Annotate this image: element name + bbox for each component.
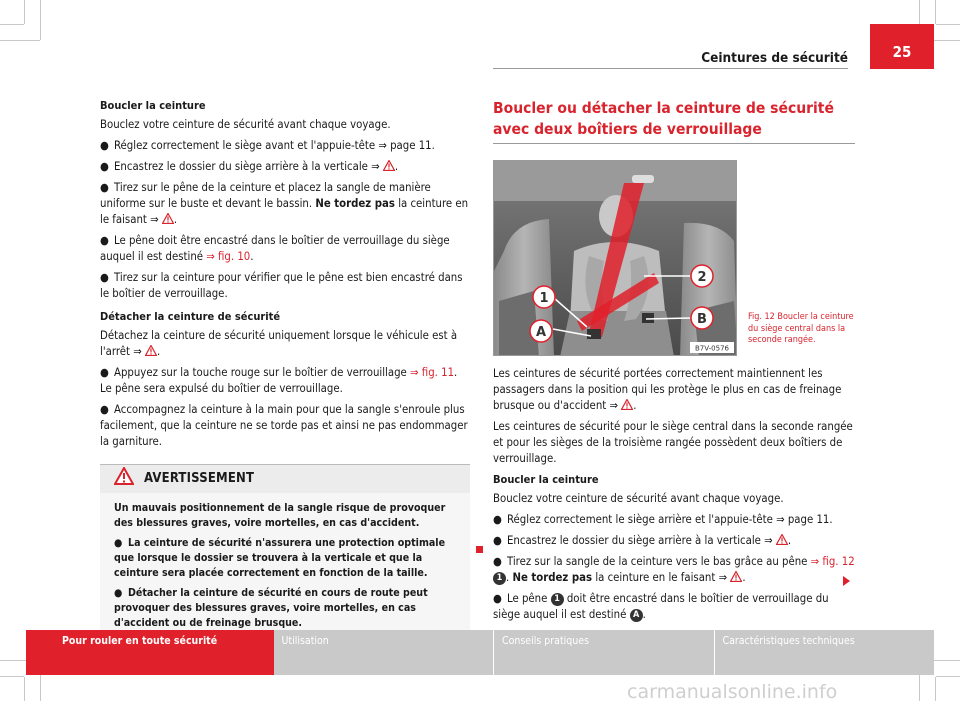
- crop-mark: [936, 676, 960, 677]
- bullet-dot: ●: [100, 365, 109, 379]
- bullet-item: ● Appuyez sur la touche rouge sur le boîtier de verrouillage ⇒ fig. 11. Le pêne sera expulsé du boîtier de verrouillage.: [100, 365, 458, 395]
- section-title-buckle: Boucler la ceinture: [100, 99, 206, 112]
- crop-mark: [936, 24, 960, 25]
- bullet-item: ● Tirez sur la sangle de la ceinture vers le bas grâce au pêne ⇒ fig. 12 1 . Ne tordez pas la ceinture en le faisant ⇒ .: [493, 554, 855, 584]
- left-column: [100, 98, 470, 644]
- heading-rule: [493, 143, 855, 144]
- warning-triangle-icon[interactable]: [730, 571, 742, 582]
- bullet-item: ● Tirez sur le pêne de la ceinture et placez la sangle de manière uniforme sur le buste et devant le bassin. Ne tordez pas la ceinture en le faisant ⇒ .: [100, 180, 469, 226]
- warning-triangle-icon[interactable]: [383, 160, 395, 171]
- right-column: [493, 98, 855, 628]
- bullet-item: ● Encastrez le dossier du siège arrière à la verticale ⇒ .: [493, 533, 855, 549]
- crop-mark: [0, 40, 40, 41]
- callout-ref-1: 1: [493, 572, 506, 585]
- running-header-title: Ceintures de sécurité: [701, 50, 848, 66]
- section-title-buckle: Boucler la ceinture: [493, 473, 599, 487]
- body-paragraph: Les ceintures de sécurité portées correctement maintiennent les passagers dans la position qui les protège le plus en cas de freinage brusque ou d'accident ⇒ .: [493, 366, 842, 412]
- bullet-item: ● Réglez correctement le siège avant et l'appuie-tête ⇒ page 11.: [100, 138, 470, 154]
- bullet-dot: ●: [493, 533, 502, 547]
- bullet-dot: ●: [114, 536, 123, 549]
- bullet-dot: ●: [100, 138, 109, 152]
- crop-mark: [0, 676, 24, 677]
- warning-bullet: ● Détacher la ceinture de sécurité en cours de route peut provoquer des blessures graves, voire mortelles, en cas d'accident ou de freinage brusque.: [114, 586, 428, 629]
- crop-mark: [24, 677, 25, 701]
- footer-tab-specs[interactable]: Caractéristiques techniques: [715, 630, 935, 675]
- footer-nav: [26, 630, 934, 675]
- section-intro: Bouclez votre ceinture de sécurité avant chaque voyage.: [100, 117, 391, 131]
- svg-text:A: A: [535, 324, 547, 340]
- warning-triangle-icon: [114, 467, 134, 491]
- section-heading: Boucler ou détacher la ceinture de sécurité avec deux boîtiers de verrouillage: [493, 99, 834, 138]
- footer-tab-tips[interactable]: Conseils pratiques: [494, 630, 715, 675]
- warning-box-header: [100, 465, 470, 493]
- bullet-item: ● Encastrez le dossier du siège arrière à la verticale ⇒ .: [100, 159, 470, 175]
- crop-mark: [0, 24, 24, 25]
- callout-2: [691, 265, 713, 287]
- footer-tab-operation[interactable]: Utilisation: [274, 630, 495, 675]
- body-paragraph: Les ceintures de sécurité pour le siège central dans la seconde rangée et pour les sièges de la troisième rangée possèdent deux boîtiers de verrouillage.: [493, 419, 853, 465]
- header-rule: [493, 68, 848, 69]
- bullet-dot: ●: [493, 512, 502, 526]
- fig-10-link[interactable]: ⇒ fig. 10: [206, 249, 251, 263]
- section-title-unbuckle: Détacher la ceinture de sécurité: [100, 309, 281, 323]
- fig-12-link[interactable]: ⇒ fig. 12: [810, 554, 855, 568]
- watermark: carmanualsonline.info: [627, 681, 838, 701]
- callout-1: [533, 286, 555, 308]
- crop-mark: [40, 0, 41, 40]
- crop-mark: [935, 0, 936, 24]
- continue-arrow-icon: [843, 576, 850, 586]
- bullet-dot: ●: [493, 554, 502, 568]
- callout-ref-a: A: [630, 609, 643, 622]
- svg-text:2: 2: [697, 269, 707, 285]
- warning-triangle-icon[interactable]: [145, 345, 157, 356]
- callout-ref-1: 1: [551, 593, 564, 606]
- callout-a: [530, 320, 552, 342]
- section-intro: Détachez la ceinture de sécurité uniquement lorsque le véhicule est à l'arrêt ⇒ .: [100, 328, 458, 358]
- bullet-dot: ●: [100, 159, 109, 173]
- bullet-item: ● Réglez correctement le siège arrière et l'appuie-tête ⇒ page 11.: [493, 512, 855, 528]
- svg-text:1: 1: [539, 290, 549, 306]
- bullet-dot: ●: [493, 591, 502, 605]
- figure-12: [493, 160, 855, 356]
- warning-heading: AVERTISSEMENT: [144, 470, 255, 486]
- warning-triangle-icon[interactable]: [621, 399, 633, 410]
- bullet-dot: ●: [114, 586, 123, 599]
- crop-mark: [935, 677, 936, 701]
- warning-box-body: [100, 493, 470, 644]
- warning-triangle-icon[interactable]: [776, 534, 788, 545]
- svg-text:B: B: [697, 311, 707, 327]
- callout-b: [691, 307, 713, 329]
- figure-code: B7V-0576: [695, 344, 729, 353]
- section-intro: Bouclez votre ceinture de sécurité avant chaque voyage.: [493, 491, 784, 505]
- bullet-dot: ●: [100, 233, 109, 247]
- bullet-dot: ●: [100, 270, 109, 284]
- warning-triangle-icon[interactable]: [162, 213, 174, 224]
- crop-mark: [24, 0, 25, 24]
- footer-tab-safety[interactable]: Pour rouler en toute sécurité: [26, 630, 274, 675]
- warning-text: Un mauvais positionnement de la sangle risque de provoquer des blessures graves, voire mortelles, en cas d'accident.: [114, 501, 446, 529]
- bullet-item: ● Accompagnez la ceinture à la main pour que la sangle s'enroule plus facilement, que la ceinture ne se torde pas et ainsi ne pas endommager la garniture.: [100, 402, 468, 448]
- warning-bullet: ● La ceinture de sécurité n'assurera une protection optimale que lorsque le dossier se trouvera à la verticale et que la ceinture sera placée correctement en fonction de la taille.: [114, 536, 446, 579]
- warning-box: [100, 464, 470, 644]
- bullet-item: ● Le pêne 1 doit être encastré dans le boîtier de verrouillage du siège auquel il est destiné A .: [493, 591, 829, 621]
- page-number: 25: [870, 24, 934, 69]
- bullet-dot: ●: [100, 402, 109, 416]
- end-of-section-marker: [476, 546, 483, 553]
- bullet-item: ● Tirez sur la ceinture pour vérifier que le pêne est bien encastré dans le boîtier de verrouillage.: [100, 270, 463, 300]
- fig-11-link[interactable]: ⇒ fig. 11: [410, 365, 455, 379]
- figure-caption: Fig. 12 Boucler la ceinture du siège central dans la seconde rangée.: [748, 311, 854, 346]
- bullet-dot: ●: [100, 180, 109, 194]
- bullet-item: ● Le pêne doit être encastré dans le boîtier de verrouillage du siège auquel il est destiné ⇒ fig. 10.: [100, 233, 450, 263]
- seatbelt-illustration: [493, 160, 737, 356]
